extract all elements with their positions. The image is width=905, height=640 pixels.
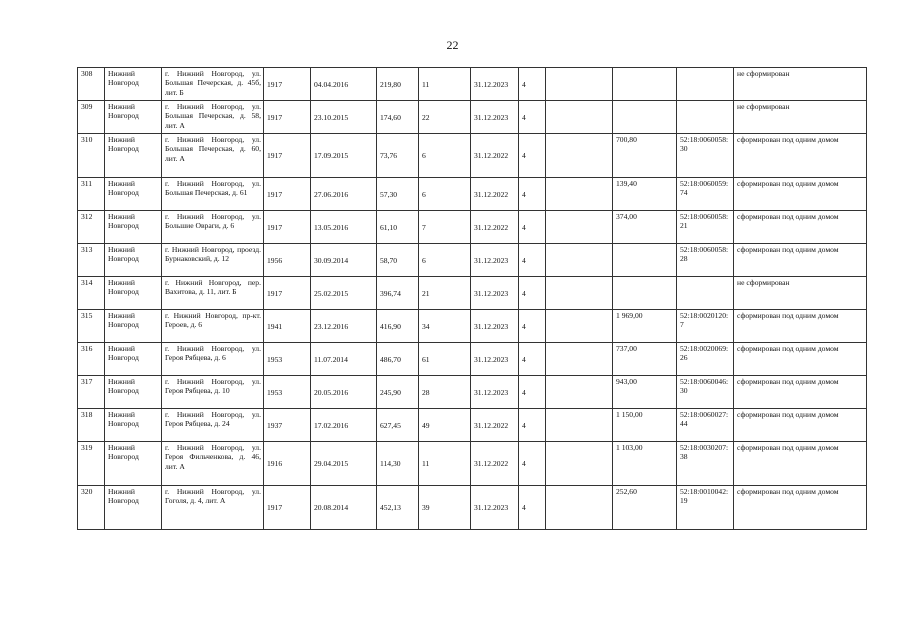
cell-empty [546,244,613,277]
cell-cadastral-number: 52:18:0060059:74 [677,178,734,211]
cell-empty [546,178,613,211]
cell-city: Нижний Новгород [105,211,162,244]
cell-date: 23.10.2015 [311,101,377,134]
cell-address: г. Нижний Новгород, ул. Большие Овраги, д. 6 [162,211,264,244]
cell-category: 4 [519,486,546,530]
table-row [78,277,867,310]
cell-address: г. Нижний Новгород, ул. Героя Рябцева, д. 6 [162,343,264,376]
cell-category: 4 [519,310,546,343]
page-number: 22 [446,38,459,52]
cell-land-status: сформирован под одним домом [734,442,867,486]
cell-city: Нижний Новгород [105,101,162,134]
cell-number: 313 [78,244,105,277]
cell-address: г. Нижний Новгород, ул. Героя Рябцева, д. 10 [162,376,264,409]
cell-deadline: 31.12.2022 [471,442,519,486]
cell-land-area: 1 969,00 [613,310,677,343]
cell-category: 4 [519,178,546,211]
cell-year: 1956 [264,244,311,277]
cell-land-area: 700,80 [613,134,677,178]
cell-cadastral-number: 52:18:0020069:26 [677,343,734,376]
cell-land-status: сформирован под одним домом [734,409,867,442]
cell-address: г. Нижний Новгород, ул. Героя Рябцева, д. 24 [162,409,264,442]
cell-land-status: сформирован под одним домом [734,178,867,211]
cell-category: 4 [519,244,546,277]
cell-year: 1917 [264,178,311,211]
cell-land-area [613,101,677,134]
cell-land-status: сформирован под одним домом [734,376,867,409]
cell-address: г. Нижний Новгород, проезд. Бурнаковский, д. 12 [162,244,264,277]
cell-area: 57,30 [377,178,419,211]
cell-number: 319 [78,442,105,486]
cell-deadline: 31.12.2022 [471,211,519,244]
cell-city: Нижний Новгород [105,178,162,211]
cell-area: 219,80 [377,68,419,101]
cell-residents: 21 [419,277,471,310]
cell-empty [546,409,613,442]
table-row [78,442,867,486]
cell-city: Нижний Новгород [105,134,162,178]
cell-area: 627,45 [377,409,419,442]
cell-area: 416,90 [377,310,419,343]
cell-number: 311 [78,178,105,211]
cell-address: г. Нижний Новгород, ул. Большая Печерская, д. 58, лит. А [162,101,264,134]
cell-empty [546,101,613,134]
cell-address: г. Нижний Новгород, ул. Гоголя, д. 4, лит. А [162,486,264,530]
cell-city: Нижний Новгород [105,244,162,277]
cell-date: 20.08.2014 [311,486,377,530]
cell-date: 17.02.2016 [311,409,377,442]
cell-date: 11.07.2014 [311,343,377,376]
cell-number: 308 [78,68,105,101]
cell-land-status: не сформирован [734,68,867,101]
cell-year: 1917 [264,211,311,244]
cell-empty [546,343,613,376]
cell-year: 1916 [264,442,311,486]
table-row [78,68,867,101]
cell-residents: 22 [419,101,471,134]
cell-cadastral-number: 52:18:0060058:28 [677,244,734,277]
cell-deadline: 31.12.2022 [471,409,519,442]
cell-land-status: сформирован под одним домом [734,134,867,178]
cell-number: 315 [78,310,105,343]
cell-date: 13.05.2016 [311,211,377,244]
table-body [78,68,867,530]
cell-land-status: сформирован под одним домом [734,310,867,343]
housing-registry-table [77,67,867,530]
cell-land-area [613,277,677,310]
cell-category: 4 [519,343,546,376]
cell-residents: 6 [419,134,471,178]
cell-land-area: 943,00 [613,376,677,409]
cell-number: 310 [78,134,105,178]
cell-area: 58,70 [377,244,419,277]
cell-address: г. Нижний Новгород, ул. Большая Печерская, д. 61 [162,178,264,211]
cell-cadastral-number: 52:18:0060046:30 [677,376,734,409]
table-row [78,343,867,376]
cell-city: Нижний Новгород [105,277,162,310]
cell-city: Нижний Новгород [105,343,162,376]
cell-deadline: 31.12.2023 [471,244,519,277]
cell-land-status: сформирован под одним домом [734,211,867,244]
cell-land-area: 252,60 [613,486,677,530]
cell-land-area: 139,40 [613,178,677,211]
cell-category: 4 [519,211,546,244]
cell-cadastral-number [677,277,734,310]
cell-date: 17.09.2015 [311,134,377,178]
cell-residents: 28 [419,376,471,409]
cell-city: Нижний Новгород [105,68,162,101]
cell-deadline: 31.12.2023 [471,277,519,310]
cell-address: г. Нижний Новгород, ул. Большая Печерская, д. 60, лит. А [162,134,264,178]
cell-land-status: не сформирован [734,101,867,134]
cell-cadastral-number [677,68,734,101]
cell-category: 4 [519,376,546,409]
cell-number: 312 [78,211,105,244]
cell-category: 4 [519,277,546,310]
cell-area: 452,13 [377,486,419,530]
cell-land-area: 374,00 [613,211,677,244]
cell-number: 309 [78,101,105,134]
cell-area: 114,30 [377,442,419,486]
cell-land-status: сформирован под одним домом [734,343,867,376]
cell-cadastral-number: 52:18:0060058:21 [677,211,734,244]
cell-year: 1917 [264,101,311,134]
cell-deadline: 31.12.2023 [471,376,519,409]
cell-empty [546,211,613,244]
table-row [78,101,867,134]
cell-year: 1953 [264,343,311,376]
cell-city: Нижний Новгород [105,310,162,343]
cell-year: 1953 [264,376,311,409]
cell-date: 30.09.2014 [311,244,377,277]
table-row [78,409,867,442]
cell-address: г. Нижний Новгород, ул. Героя Фильченкова, д. 46, лит. А [162,442,264,486]
cell-category: 4 [519,68,546,101]
cell-address: г. Нижний Новгород, пер. Вахитова, д. 11, лит. Б [162,277,264,310]
cell-number: 314 [78,277,105,310]
cell-category: 4 [519,101,546,134]
cell-deadline: 31.12.2023 [471,486,519,530]
cell-city: Нижний Новгород [105,409,162,442]
cell-date: 04.04.2016 [311,68,377,101]
cell-empty [546,376,613,409]
cell-empty [546,310,613,343]
cell-residents: 6 [419,244,471,277]
cell-land-area: 737,00 [613,343,677,376]
cell-cadastral-number: 52:18:0010042:19 [677,486,734,530]
cell-year: 1917 [264,68,311,101]
cell-residents: 11 [419,68,471,101]
cell-empty [546,68,613,101]
table-row [78,134,867,178]
cell-city: Нижний Новгород [105,376,162,409]
cell-date: 25.02.2015 [311,277,377,310]
cell-date: 27.06.2016 [311,178,377,211]
cell-cadastral-number: 52:18:0060058:30 [677,134,734,178]
cell-year: 1917 [264,134,311,178]
cell-land-status: не сформирован [734,277,867,310]
cell-residents: 11 [419,442,471,486]
cell-category: 4 [519,442,546,486]
cell-area: 245,90 [377,376,419,409]
cell-cadastral-number: 52:18:0030207:38 [677,442,734,486]
cell-area: 486,70 [377,343,419,376]
cell-number: 317 [78,376,105,409]
cell-city: Нижний Новгород [105,486,162,530]
cell-cadastral-number [677,101,734,134]
cell-land-status: сформирован под одним домом [734,486,867,530]
cell-deadline: 31.12.2023 [471,101,519,134]
cell-land-area: 1 150,00 [613,409,677,442]
cell-address: г. Нижний Новгород, пр-кт. Героев, д. 6 [162,310,264,343]
cell-date: 23.12.2016 [311,310,377,343]
table-row [78,376,867,409]
cell-deadline: 31.12.2022 [471,178,519,211]
cell-empty [546,134,613,178]
cell-area: 73,76 [377,134,419,178]
cell-empty [546,277,613,310]
cell-cadastral-number: 52:18:0060027:44 [677,409,734,442]
cell-address: г. Нижний Новгород, ул. Большая Печерская, д. 45б, лит. Б [162,68,264,101]
cell-area: 396,74 [377,277,419,310]
cell-area: 61,10 [377,211,419,244]
cell-year: 1941 [264,310,311,343]
cell-deadline: 31.12.2023 [471,68,519,101]
table-row [78,211,867,244]
cell-residents: 34 [419,310,471,343]
table-row [78,486,867,530]
cell-date: 20.05.2016 [311,376,377,409]
cell-cadastral-number: 52:18:0020120:7 [677,310,734,343]
cell-empty [546,442,613,486]
cell-land-status: сформирован под одним домом [734,244,867,277]
cell-deadline: 31.12.2022 [471,134,519,178]
cell-category: 4 [519,409,546,442]
table-row [78,244,867,277]
cell-city: Нижний Новгород [105,442,162,486]
cell-number: 320 [78,486,105,530]
cell-residents: 6 [419,178,471,211]
cell-residents: 7 [419,211,471,244]
cell-residents: 61 [419,343,471,376]
table-row [78,178,867,211]
cell-residents: 39 [419,486,471,530]
table-row [78,310,867,343]
cell-category: 4 [519,134,546,178]
cell-year: 1937 [264,409,311,442]
cell-number: 318 [78,409,105,442]
cell-residents: 49 [419,409,471,442]
cell-land-area: 1 103,00 [613,442,677,486]
cell-land-area [613,68,677,101]
cell-year: 1917 [264,277,311,310]
cell-deadline: 31.12.2023 [471,310,519,343]
cell-deadline: 31.12.2023 [471,343,519,376]
cell-number: 316 [78,343,105,376]
cell-empty [546,486,613,530]
cell-area: 174,60 [377,101,419,134]
cell-date: 29.04.2015 [311,442,377,486]
cell-land-area [613,244,677,277]
cell-year: 1917 [264,486,311,530]
